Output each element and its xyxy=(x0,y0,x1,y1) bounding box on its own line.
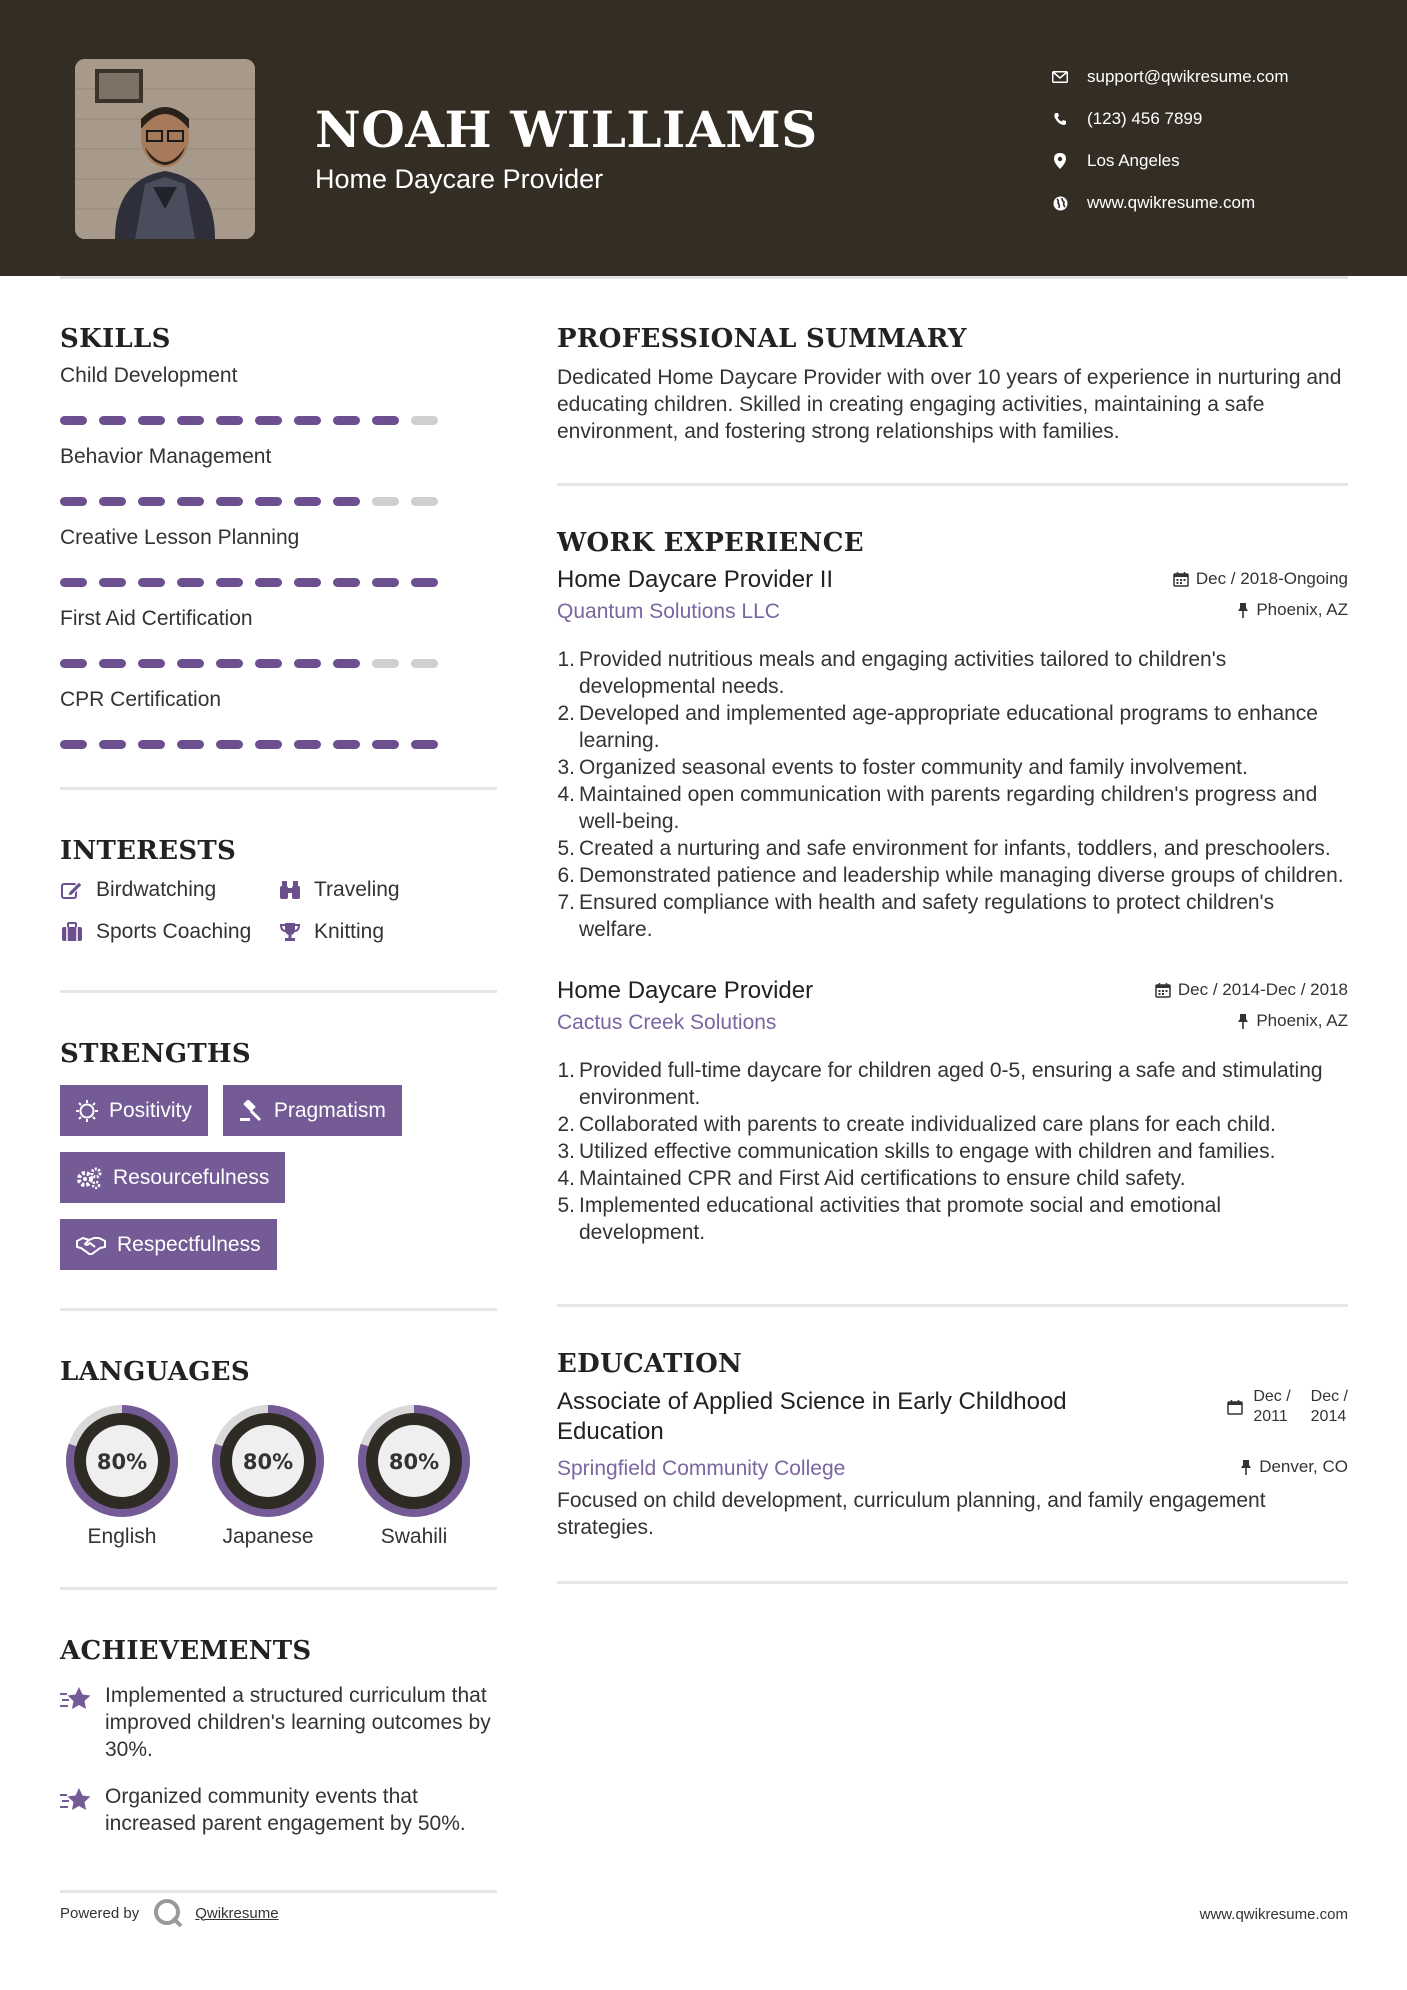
skill-dot-filled xyxy=(138,416,165,425)
language-ring xyxy=(206,1399,330,1523)
skill-name: Creative Lesson Planning xyxy=(60,526,300,549)
job-location-text: Phoenix, AZ xyxy=(1256,1011,1348,1030)
skill-rating xyxy=(60,740,497,749)
skill-name: First Aid Certification xyxy=(60,607,253,630)
skills-list xyxy=(60,364,497,749)
skill-item xyxy=(60,445,497,506)
footer-website[interactable]: www.qwikresume.com xyxy=(1199,1906,1348,1923)
job-bullet: 7. Ensured compliance with health and safety regulations to protect children's welfare. xyxy=(557,891,1275,941)
language-item xyxy=(60,1399,184,1549)
skill-dot-filled xyxy=(216,416,243,425)
pushpin-icon xyxy=(1237,602,1249,618)
skill-dot-filled xyxy=(372,740,399,749)
education-entry xyxy=(557,1387,1348,1541)
language-percent: 80% xyxy=(242,1450,294,1474)
right-column xyxy=(557,276,1348,1584)
interests-heading: INTERESTS xyxy=(60,836,237,866)
job-bullet: 3. Organized seasonal events to foster community and family involvement. xyxy=(557,756,1248,779)
skill-dot-filled xyxy=(333,740,360,749)
skill-dot-filled xyxy=(333,416,360,425)
pencil-square-icon xyxy=(60,880,84,900)
skill-dot-filled xyxy=(99,416,126,425)
contact-phone[interactable] xyxy=(1050,98,1289,140)
skill-item xyxy=(60,364,497,425)
job-bullet: 2. Developed and implemented age-appropriate educational programs to enhance learning. xyxy=(557,702,1318,752)
job-location-text: Phoenix, AZ xyxy=(1256,600,1348,619)
job-bullet: 3. Utilized effective communication skills to engage with children and families. xyxy=(557,1140,1276,1163)
skill-name: Behavior Management xyxy=(60,445,272,468)
job-bullets xyxy=(557,646,1348,943)
candidate-name: NOAH WILLIAMS xyxy=(315,100,818,159)
skill-dot-filled xyxy=(60,659,87,668)
qwikresume-logo-icon xyxy=(153,1898,183,1928)
briefcase-icon xyxy=(60,922,84,942)
section-divider xyxy=(60,990,497,993)
strength-tag xyxy=(60,1085,208,1136)
sun-icon xyxy=(76,1100,98,1122)
gears-icon xyxy=(76,1167,102,1189)
left-column xyxy=(60,276,497,1857)
language-name: English xyxy=(87,1525,157,1548)
skill-rating xyxy=(60,497,497,506)
job-title: Home Daycare Provider xyxy=(557,977,814,1004)
skill-dot-filled xyxy=(99,578,126,587)
language-name: Swahili xyxy=(380,1525,448,1548)
section-divider xyxy=(60,787,497,790)
skill-dot-filled xyxy=(138,659,165,668)
section-divider xyxy=(60,1308,497,1311)
powered-by xyxy=(60,1898,279,1928)
skill-dot-filled xyxy=(255,659,282,668)
education-location-text: Denver, CO xyxy=(1259,1457,1348,1476)
job-location xyxy=(1237,1011,1348,1031)
skill-dot-empty xyxy=(372,497,399,506)
skill-dot-empty xyxy=(411,497,438,506)
education-dates xyxy=(1227,1387,1348,1427)
interest-label: Birdwatching xyxy=(96,878,217,901)
skill-dot-filled xyxy=(255,740,282,749)
skill-dot-filled xyxy=(60,578,87,587)
company-name: Quantum Solutions LLC xyxy=(557,600,780,623)
skill-dot-filled xyxy=(333,497,360,506)
binoculars-icon xyxy=(278,880,302,900)
skill-dot-filled xyxy=(294,740,321,749)
skill-rating xyxy=(60,416,497,425)
job-date-text: Dec / 2018-Ongoing xyxy=(1195,569,1348,588)
skill-item xyxy=(60,526,497,587)
contact-phone-text: (123) 456 7899 xyxy=(1087,109,1203,128)
job-bullet: 5. Implemented educational activities that promote social and emotional development. xyxy=(557,1194,1222,1244)
skill-item xyxy=(60,688,497,749)
skill-dot-filled xyxy=(411,578,438,587)
interest-item xyxy=(278,878,478,902)
skill-rating xyxy=(60,578,497,587)
candidate-title: Home Daycare Provider xyxy=(315,164,604,194)
achievement-item xyxy=(60,1783,497,1837)
skill-dot-filled xyxy=(372,416,399,425)
contact-website[interactable] xyxy=(1050,182,1289,224)
language-name: Japanese xyxy=(222,1525,314,1548)
skill-dot-filled xyxy=(60,497,87,506)
skill-dot-filled xyxy=(138,497,165,506)
calendar-icon xyxy=(1173,571,1189,587)
skill-dot-filled xyxy=(177,497,204,506)
interests-list xyxy=(60,878,497,944)
strength-tag xyxy=(60,1219,277,1270)
contact-email-text: support@qwikresume.com xyxy=(1087,67,1289,86)
achievement-item xyxy=(60,1682,497,1763)
section-divider xyxy=(557,1304,1348,1307)
skill-dot-filled xyxy=(333,578,360,587)
skill-dot-filled xyxy=(216,578,243,587)
language-ring xyxy=(60,1399,184,1523)
achievements-heading: ACHIEVEMENTS xyxy=(60,1636,312,1666)
language-ring xyxy=(352,1399,476,1523)
skill-dot-filled xyxy=(99,497,126,506)
job-entry xyxy=(557,566,1348,943)
interest-item xyxy=(60,920,278,944)
summary-heading: PROFESSIONAL SUMMARY xyxy=(557,324,967,354)
interest-label: Knitting xyxy=(314,920,385,943)
languages-heading: LANGUAGES xyxy=(60,1357,250,1387)
skill-name: CPR Certification xyxy=(60,688,222,711)
skill-dot-filled xyxy=(138,740,165,749)
contact-email[interactable] xyxy=(1050,56,1289,98)
languages-list xyxy=(60,1399,497,1549)
job-date xyxy=(1173,569,1348,589)
interest-item xyxy=(278,920,478,944)
strength-tag xyxy=(60,1152,285,1203)
achievement-text: Organized community events that increased parent engagement by 50%. xyxy=(105,1785,466,1835)
powered-by-label: Powered by xyxy=(60,1904,140,1922)
skill-dot-filled xyxy=(294,416,321,425)
skill-dot-filled xyxy=(255,578,282,587)
interest-item xyxy=(60,878,278,902)
pushpin-icon xyxy=(1240,1459,1252,1475)
skill-dot-filled xyxy=(255,497,282,506)
globe-icon xyxy=(1050,196,1070,211)
skill-name: Child Development xyxy=(60,364,238,387)
skill-dot-filled xyxy=(411,740,438,749)
skill-dot-filled xyxy=(138,578,165,587)
profile-photo xyxy=(75,59,255,239)
star-award-icon xyxy=(60,1783,105,1837)
contact-website-text: www.qwikresume.com xyxy=(1087,193,1256,212)
skill-dot-filled xyxy=(99,740,126,749)
trophy-icon xyxy=(278,922,302,942)
skill-dot-filled xyxy=(177,578,204,587)
company-name: Cactus Creek Solutions xyxy=(557,1011,777,1034)
job-bullets xyxy=(557,1057,1348,1246)
education-location xyxy=(1240,1457,1348,1477)
calendar-icon xyxy=(1227,1399,1243,1415)
job-entry xyxy=(557,977,1348,1246)
contact-list xyxy=(1050,56,1289,224)
achievement-text: Implemented a structured curriculum that improved children's learning outcomes by 30%. xyxy=(105,1684,491,1761)
star-award-icon xyxy=(60,1682,105,1763)
strengths-heading: STRENGTHS xyxy=(60,1039,251,1069)
skill-dot-filled xyxy=(177,416,204,425)
language-item xyxy=(352,1399,476,1549)
interest-label: Traveling xyxy=(314,878,400,901)
job-bullet: 2. Collaborated with parents to create individualized care plans for each child. xyxy=(557,1113,1276,1136)
skill-dot-filled xyxy=(177,740,204,749)
calendar-icon xyxy=(1155,982,1171,998)
skill-dot-filled xyxy=(294,497,321,506)
strength-label: Resourcefulness xyxy=(113,1165,270,1189)
skill-dot-empty xyxy=(411,659,438,668)
education-end: Dec / 2014 xyxy=(1310,1388,1348,1425)
map-pin-icon xyxy=(1050,153,1070,169)
job-bullet: 6. Demonstrated patience and leadership while managing diverse groups of children. xyxy=(557,864,1344,887)
skill-item xyxy=(60,607,497,668)
section-divider xyxy=(60,1587,497,1590)
summary-text: Dedicated Home Daycare Provider with over 10 years of experience in nurturing and educating children. Skilled in creating engaging activities, maintaining a safe environment, and fostering strong relationships with families. xyxy=(557,366,1342,443)
job-bullet: 4. Maintained open communication with parents regarding children's progress and well-being. xyxy=(557,783,1318,833)
gavel-icon xyxy=(239,1100,263,1122)
strength-label: Respectfulness xyxy=(117,1232,261,1256)
education-description: Focused on child development, curriculum planning, and family engagement strategies. xyxy=(557,1489,1266,1539)
pushpin-icon xyxy=(1237,1013,1249,1029)
skill-rating xyxy=(60,659,497,668)
contact-location-text: Los Angeles xyxy=(1087,151,1180,170)
skill-dot-filled xyxy=(333,659,360,668)
job-location xyxy=(1237,600,1348,620)
experience-heading: WORK EXPERIENCE xyxy=(557,528,864,558)
skill-dot-filled xyxy=(60,740,87,749)
skill-dot-filled xyxy=(216,740,243,749)
section-divider xyxy=(557,1581,1348,1584)
skill-dot-filled xyxy=(294,578,321,587)
phone-icon xyxy=(1050,112,1070,126)
skill-dot-empty xyxy=(411,416,438,425)
contact-location xyxy=(1050,140,1289,182)
section-divider xyxy=(557,483,1348,486)
skill-dot-filled xyxy=(99,659,126,668)
qwikresume-link[interactable]: Qwikresume xyxy=(195,1904,279,1922)
skill-dot-filled xyxy=(177,659,204,668)
job-bullet: 1. Provided full-time daycare for children aged 0-5, ensuring a safe and stimulating environment. xyxy=(557,1059,1323,1109)
skill-dot-filled xyxy=(372,578,399,587)
school-name: Springfield Community College xyxy=(557,1457,846,1480)
education-heading: EDUCATION xyxy=(557,1349,743,1379)
language-item xyxy=(206,1399,330,1549)
skills-heading: SKILLS xyxy=(60,324,171,354)
skill-dot-filled xyxy=(216,659,243,668)
skill-dot-filled xyxy=(60,416,87,425)
job-title: Home Daycare Provider II xyxy=(557,566,834,593)
footer-divider xyxy=(60,1890,497,1893)
degree-title: Associate of Applied Science in Early Childhood Education xyxy=(557,1388,1067,1445)
job-bullet: 5. Created a nurturing and safe environment for infants, toddlers, and preschoolers. xyxy=(557,837,1331,860)
strength-label: Pragmatism xyxy=(273,1098,386,1122)
skill-dot-filled xyxy=(216,497,243,506)
skill-dot-empty xyxy=(372,659,399,668)
skill-dot-filled xyxy=(294,659,321,668)
envelope-icon xyxy=(1050,71,1070,83)
job-bullet: 1. Provided nutritious meals and engaging activities tailored to children's developmental needs. xyxy=(557,648,1227,698)
job-bullet: 4. Maintained CPR and First Aid certifications to ensure child safety. xyxy=(557,1167,1186,1190)
resume-header xyxy=(0,0,1407,276)
strength-label: Positivity xyxy=(109,1098,192,1122)
interest-label: Sports Coaching xyxy=(96,920,252,943)
handshake-icon xyxy=(76,1235,106,1255)
achievements-list xyxy=(60,1682,497,1837)
language-percent: 80% xyxy=(388,1450,440,1474)
strength-tag xyxy=(223,1085,402,1136)
job-date xyxy=(1155,980,1348,1000)
job-date-text: Dec / 2014-Dec / 2018 xyxy=(1177,980,1348,999)
skill-dot-filled xyxy=(255,416,282,425)
strengths-list xyxy=(60,1085,460,1270)
language-percent: 80% xyxy=(96,1450,148,1474)
education-start: Dec / 2011 xyxy=(1253,1388,1291,1425)
